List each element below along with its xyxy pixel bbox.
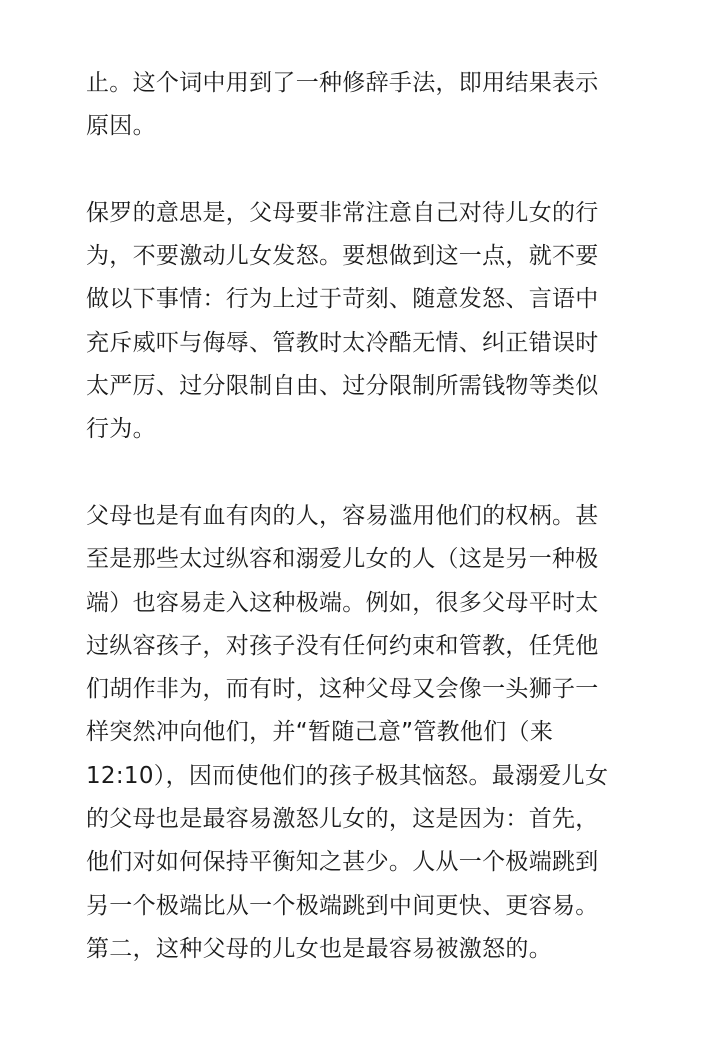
- paragraph-1: [86, 62, 626, 149]
- text-line: 他们对如何保持平衡知之甚少。人从一个极端跳到: [86, 849, 599, 876]
- paragraph-gap: [86, 149, 626, 192]
- text-line: 样突然冲向他们，并“暂随己意”管教他们（来: [86, 719, 554, 746]
- text-line: 另一个极端比从一个极端跳到中间更快、更容易。: [86, 892, 599, 919]
- text-line: 的父母也是最容易激怒儿女的，这是因为：首先，: [86, 806, 599, 833]
- text-line: 止。这个词中用到了一种修辞手法，即用结果表示: [86, 70, 599, 96]
- paragraph-3: [86, 495, 626, 971]
- text-line: 过纵容孩子，对孩子没有任何约束和管教，任凭他: [86, 632, 599, 659]
- text-line: 原因。: [86, 113, 156, 140]
- paragraph-gap: [86, 452, 626, 495]
- text-line: 端）也容易走入这种极端。例如，很多父母平时太: [86, 589, 599, 616]
- text-line: 们胡作非为，而有时，这种父母又会像一头狮子一: [86, 676, 599, 703]
- paragraph-2: [86, 192, 626, 452]
- text-line: 保罗的意思是，父母要非常注意自己对待儿女的行: [86, 199, 599, 226]
- text-line: 第二，这种父母的儿女也是最容易被激怒的。: [86, 935, 552, 962]
- text-line: 行为。: [86, 416, 156, 443]
- text-line: 父母也是有血有肉的人，容易滥用他们的权柄。甚: [86, 502, 599, 529]
- text-line: 充斥威吓与侮辱、管教时太冷酷无情、纠正错误时: [86, 329, 599, 356]
- text-line: 太严厉、过分限制自由、过分限制所需钱物等类似: [86, 373, 599, 400]
- text-line: 12:10），因而使他们的孩子极其恼怒。最溺爱儿女: [86, 762, 609, 789]
- document-body: [86, 62, 626, 971]
- text-line: 为，不要激动儿女发怒。要想做到这一点，就不要: [86, 243, 599, 270]
- text-line: 至是那些太过纵容和溺爱儿女的人（这是另一种极: [86, 546, 599, 573]
- text-line: 做以下事情：行为上过于苛刻、随意发怒、言语中: [86, 286, 599, 313]
